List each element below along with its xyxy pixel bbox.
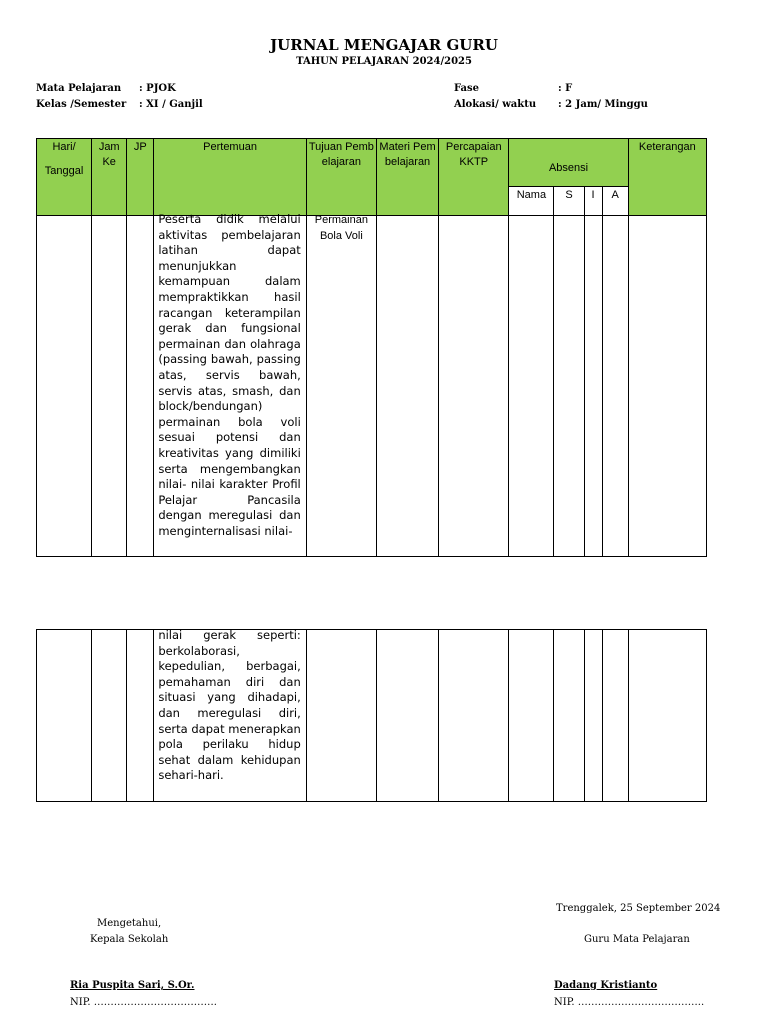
header-absensi (509, 139, 628, 187)
header-i-text: I (591, 189, 595, 201)
row1-i[interactable] (584, 216, 602, 557)
document-subtitle: TAHUN PELAJARAN 2024/2025 (296, 56, 472, 67)
header-i (584, 187, 602, 216)
header-nama (509, 187, 554, 216)
row1-jp[interactable] (127, 216, 154, 557)
header-nama-text: Nama (516, 189, 547, 201)
row2-percapaian[interactable] (439, 630, 509, 802)
row2-i[interactable] (584, 630, 602, 802)
row1-tujuan (306, 216, 376, 557)
place-date: Trenggalek, 25 September 2024 (556, 903, 721, 914)
header-jam-text: Jam Ke (98, 141, 120, 168)
header-materi (376, 139, 438, 216)
mapel-label: Mata Pelajaran (36, 83, 122, 94)
header-s (554, 187, 584, 216)
journal-table (36, 138, 707, 557)
row2-pertemuan (154, 630, 306, 802)
header-absensi-text: Absensi (548, 162, 589, 174)
header-tujuan-text: Tujuan Pembelajaran (308, 141, 374, 168)
row2-pertemuan-text: nilai gerak seperti: berkolaborasi, kepedulian, berbagai, pemahaman diri dan situasi yang dihadapi, dan meregulasi diri, serta dapat menerapkan pola perilaku hidup sehat dalam kehidupan sehari-hari. (158, 628, 301, 783)
kepala-sekolah-name: Ria Puspita Sari, S.Or. (70, 980, 195, 991)
row2-hari[interactable] (37, 630, 92, 802)
row2-a[interactable] (602, 630, 628, 802)
guru-name: Dadang Kristianto (554, 980, 658, 991)
mengetahui-text: Mengetahui, (97, 918, 162, 929)
kepala-sekolah-nip: NIP. ………………………………. (70, 997, 217, 1008)
header-hari-line1: Hari/ (52, 141, 76, 153)
row1-percapaian[interactable] (439, 216, 509, 557)
header-keterangan (628, 139, 706, 216)
kelas-value: : XI / Ganjil (139, 99, 203, 110)
row2-keterangan[interactable] (628, 630, 706, 802)
table-row (37, 216, 707, 557)
header-a (602, 187, 628, 216)
fase-label: Fase (454, 83, 480, 94)
row1-materi[interactable] (376, 216, 438, 557)
row2-jam[interactable] (92, 630, 127, 802)
kelas-label: Kelas /Semester (36, 99, 127, 110)
mapel-value: : PJOK (139, 83, 176, 94)
header-jam (92, 139, 127, 216)
row1-pertemuan (154, 212, 306, 557)
row2-s[interactable] (554, 630, 584, 802)
header-hari (37, 139, 92, 216)
row1-jam[interactable] (92, 216, 127, 557)
header-s-text: S (565, 189, 573, 201)
guru-text: Guru Mata Pelajaran (584, 934, 690, 945)
header-a-text: A (611, 189, 619, 201)
header-keterangan-text: Keterangan (638, 141, 696, 153)
row2-tujuan[interactable] (306, 630, 376, 802)
header-percapaian-text: Percapaian KKTP (445, 141, 502, 168)
row1-nama[interactable] (509, 216, 554, 557)
kepala-sekolah-text: Kepala Sekolah (90, 934, 169, 945)
header-pertemuan (154, 139, 306, 216)
row1-tujuan-text: Permainan Bola Voli (314, 214, 368, 242)
row1-pertemuan-text: Peserta didik melalui aktivitas pembelajaran latihan dapat menunjukkan kemampuan dalam mempraktikkan hasil racangan keterampilan gerak dan fungsional permainan dan olahraga (passing bawah, passing atas, servis bawah, servis atas, smash, dan block/bendungan) permainan bola voli sesuai potensi dan kreativitas yang dimiliki serta mengembangkan nilai- nilai karakter Profil Pelajar Pancasila dengan meregulasi dan menginternalisasi nilai- (158, 212, 301, 538)
header-percapaian (439, 139, 509, 216)
row2-jp[interactable] (127, 630, 154, 802)
alokasi-value: : 2 Jam/ Minggu (558, 99, 648, 110)
fase-value: : F (558, 83, 573, 94)
header-materi-text: Materi Pembelajaran (379, 141, 436, 168)
guru-nip: NIP. ……………………………….. (554, 997, 705, 1008)
alokasi-label: Alokasi/ waktu (454, 99, 537, 110)
header-pertemuan-text: Pertemuan (203, 141, 257, 153)
row2-nama[interactable] (509, 630, 554, 802)
header-jp-text: JP (133, 141, 147, 153)
row1-hari[interactable] (37, 216, 92, 557)
table-row (37, 630, 707, 802)
journal-table-continued (36, 629, 707, 802)
header-tujuan (306, 139, 376, 216)
header-jp (127, 139, 154, 216)
row2-materi[interactable] (376, 630, 438, 802)
document-title: JURNAL MENGAJAR GURU (270, 36, 498, 54)
row1-a[interactable] (602, 216, 628, 557)
row1-s[interactable] (554, 216, 584, 557)
row1-keterangan[interactable] (628, 216, 706, 557)
header-hari-line2: Tanggal (44, 165, 84, 177)
